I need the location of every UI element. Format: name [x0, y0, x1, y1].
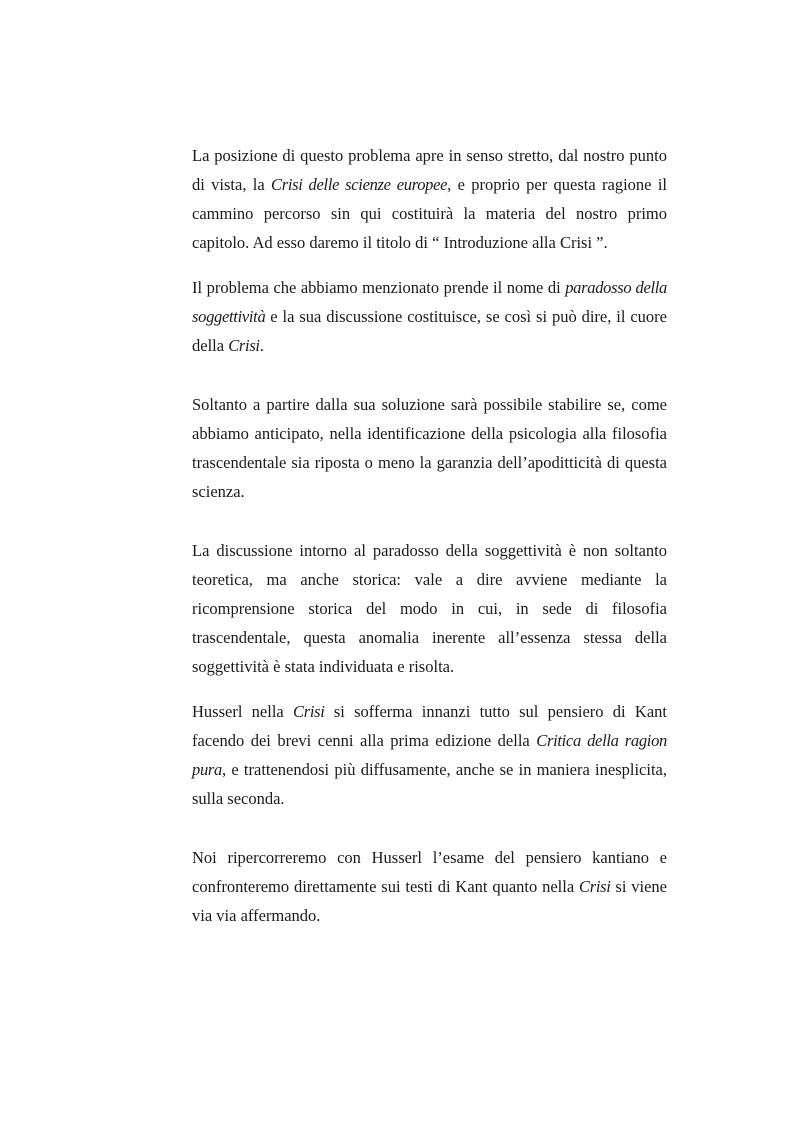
book-title: Crisi delle scienze europee — [271, 175, 448, 194]
paragraph-3 — [192, 390, 667, 506]
book-title: Crisi — [579, 877, 611, 896]
text-span: , e trattenendosi più diffusamente, anche se in maniera inesplicita, sulla seconda. — [192, 760, 667, 808]
text-span: Il problema che abbiamo menzionato prende il nome di — [192, 278, 566, 297]
text-span: . — [259, 336, 264, 355]
book-title: Critica della ragion pura — [192, 731, 667, 779]
paragraph-5 — [192, 697, 667, 813]
paragraph-4 — [192, 536, 667, 681]
body-text — [192, 141, 667, 930]
text-span: , e proprio per questa ragione il cammino percorso sin qui costituirà la materia del nostro primo capitolo. Ad esso daremo il titolo di “ Introduzione alla Crisi ”. — [192, 175, 667, 252]
paragraph-1 — [192, 141, 667, 257]
book-title: Crisi — [228, 336, 260, 355]
text-span: si sofferma innanzi tutto sul pensiero di Kant facendo dei brevi cenni alla prima edizione della — [192, 702, 667, 750]
text-span: Noi ripercorreremo con Husserl l’esame del pensiero kantiano e confronteremo direttamente sui testi di Kant quanto nella — [192, 848, 667, 896]
text-span: si viene via via affermando. — [192, 877, 667, 925]
paragraph-2 — [192, 273, 667, 360]
text-span: e la sua discussione costituisce, se così si può dire, il cuore della — [192, 307, 667, 355]
book-title: Crisi — [293, 702, 325, 721]
term-emphasis: paradosso della soggettività — [192, 278, 667, 326]
text-span: Soltanto a partire dalla sua soluzione sarà possibile stabilire se, come abbiamo anticipato, nella identificazione della psicologia alla filosofia trascendentale sia riposta o meno la garanzia dell’apoditticità di questa scienza. — [192, 395, 667, 501]
text-span: La discussione intorno al paradosso della soggettività è non soltanto teoretica, ma anche storica: vale a dire avviene mediante la ricomprensione storica del modo in cui, in sede di filosofia trascendentale, questa anomalia inerente all’essenza stessa della soggettività è stata individuata e risolta. — [192, 541, 667, 676]
paragraph-6 — [192, 843, 667, 930]
text-span: Husserl nella — [192, 702, 294, 721]
text-span: La posizione di questo problema apre in senso stretto, dal nostro punto di vista, la — [192, 146, 667, 194]
